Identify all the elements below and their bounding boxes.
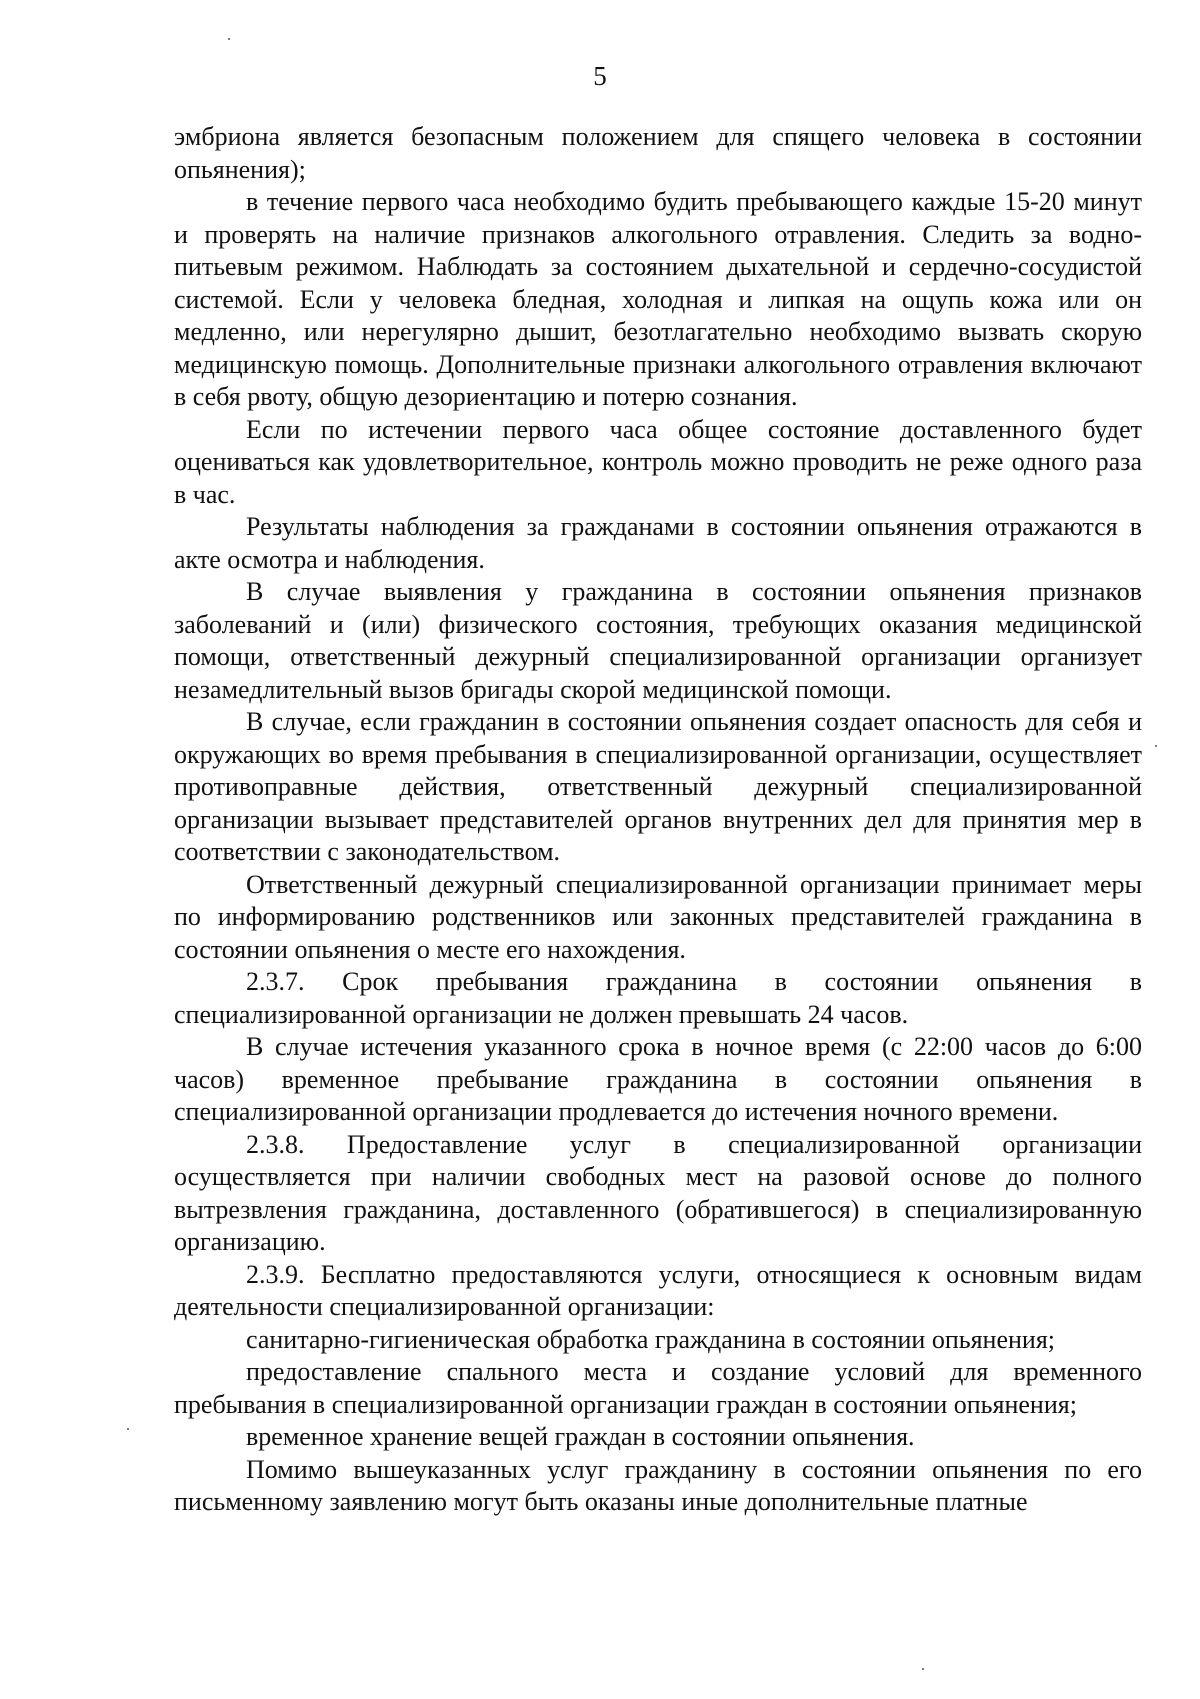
- paragraph-7: Ответственный дежурный специализированной организации принимает меры по информированию родственников или законных представителей гражданина в состоянии опьянения о месте его нахождения.: [174, 869, 1142, 964]
- page-number: 5: [593, 61, 607, 91]
- scan-speck: [228, 38, 230, 40]
- scan-speck: [127, 1428, 129, 1430]
- paragraph-4: Результаты наблюдения за гражданами в состоянии опьянения отражаются в акте осмотра и наблюдения.: [174, 512, 1142, 574]
- paragraph-11: 2.3.9. Бесплатно предоставляются услуги, относящиеся к основным видам деятельности специализированной организации:: [174, 1259, 1142, 1321]
- document-body: [174, 121, 1142, 1519]
- paragraph-9: В случае истечения указанного срока в ночное время (с 22:00 часов до 6:00 часов) временное пребывание гражданина в состоянии опьянения в специализированной организации продлевается до истечения ночного времени.: [174, 1032, 1142, 1126]
- paragraph-13: предоставление спального места и создание условий для временного пребывания в специализированной организации граждан в состоянии опьянения;: [174, 1357, 1142, 1419]
- paragraph-12: санитарно-гигиеническая обработка гражданина в состоянии опьянения;: [246, 1324, 1056, 1354]
- paragraph-14: временное хранение вещей граждан в состоянии опьянения.: [246, 1422, 915, 1451]
- paragraph-6: В случае, если гражданин в состоянии опьянения создает опасность для себя и окружающих во время пребывания в специализированной организации, осуществляет противоправные действия, ответственный дежурный специализированной организации вызывает представителей органов внутренних дел для принятия мер в соответствии с законодательством.: [174, 707, 1142, 866]
- paragraph-10: 2.3.8. Предоставление услуг в специализированной организации осуществляется при наличии свободных мест на разовой основе до полного вытрезвления гражданина, доставленного (обратившегося) в специализированную организацию.: [174, 1129, 1142, 1256]
- paragraph-1: эмбриона является безопасным положением для спящего человека в состоянии опьянения);: [174, 122, 1142, 184]
- paragraph-2: в течение первого часа необходимо будить пребывающего каждые 15-20 минут и проверять на наличие признаков алкогольного отравления. Следить за водно-питьевым режимом. Наблюдать за состоянием дыхательной и сердечно-сосудистой системой. Если у человека бледная, холодная и липкая на ощупь кожа или он медленно, или нерегулярно дышит, безотлагательно необходимо вызвать скорую медицинскую помощь. Дополнительные признаки алкогольного отравления включают в себя рвоту, общую дезориентацию и потерю сознания.: [174, 187, 1142, 411]
- paragraph-3: Если по истечении первого часа общее состояние доставленного будет оцениваться как удовлетворительное, контроль можно проводить не реже одного раза в час.: [174, 414, 1142, 509]
- paragraph-5: В случае выявления у гражданина в состоянии опьянения признаков заболеваний и (или) физического состояния, требующих оказания медицинской помощи, ответственный дежурный специализированной организации организует незамедлительный вызов бригады скорой медицинской помощи.: [174, 577, 1142, 704]
- scan-speck: [1155, 745, 1157, 747]
- paragraph-15: Помимо вышеуказанных услуг гражданину в состоянии опьянения по его письменному заявлению могут быть оказаны иные дополнительные платные: [174, 1454, 1142, 1516]
- paragraph-8: 2.3.7. Срок пребывания гражданина в состоянии опьянения в специализированной организации не должен превышать 24 часов.: [174, 967, 1142, 1029]
- scan-speck: [922, 1668, 924, 1670]
